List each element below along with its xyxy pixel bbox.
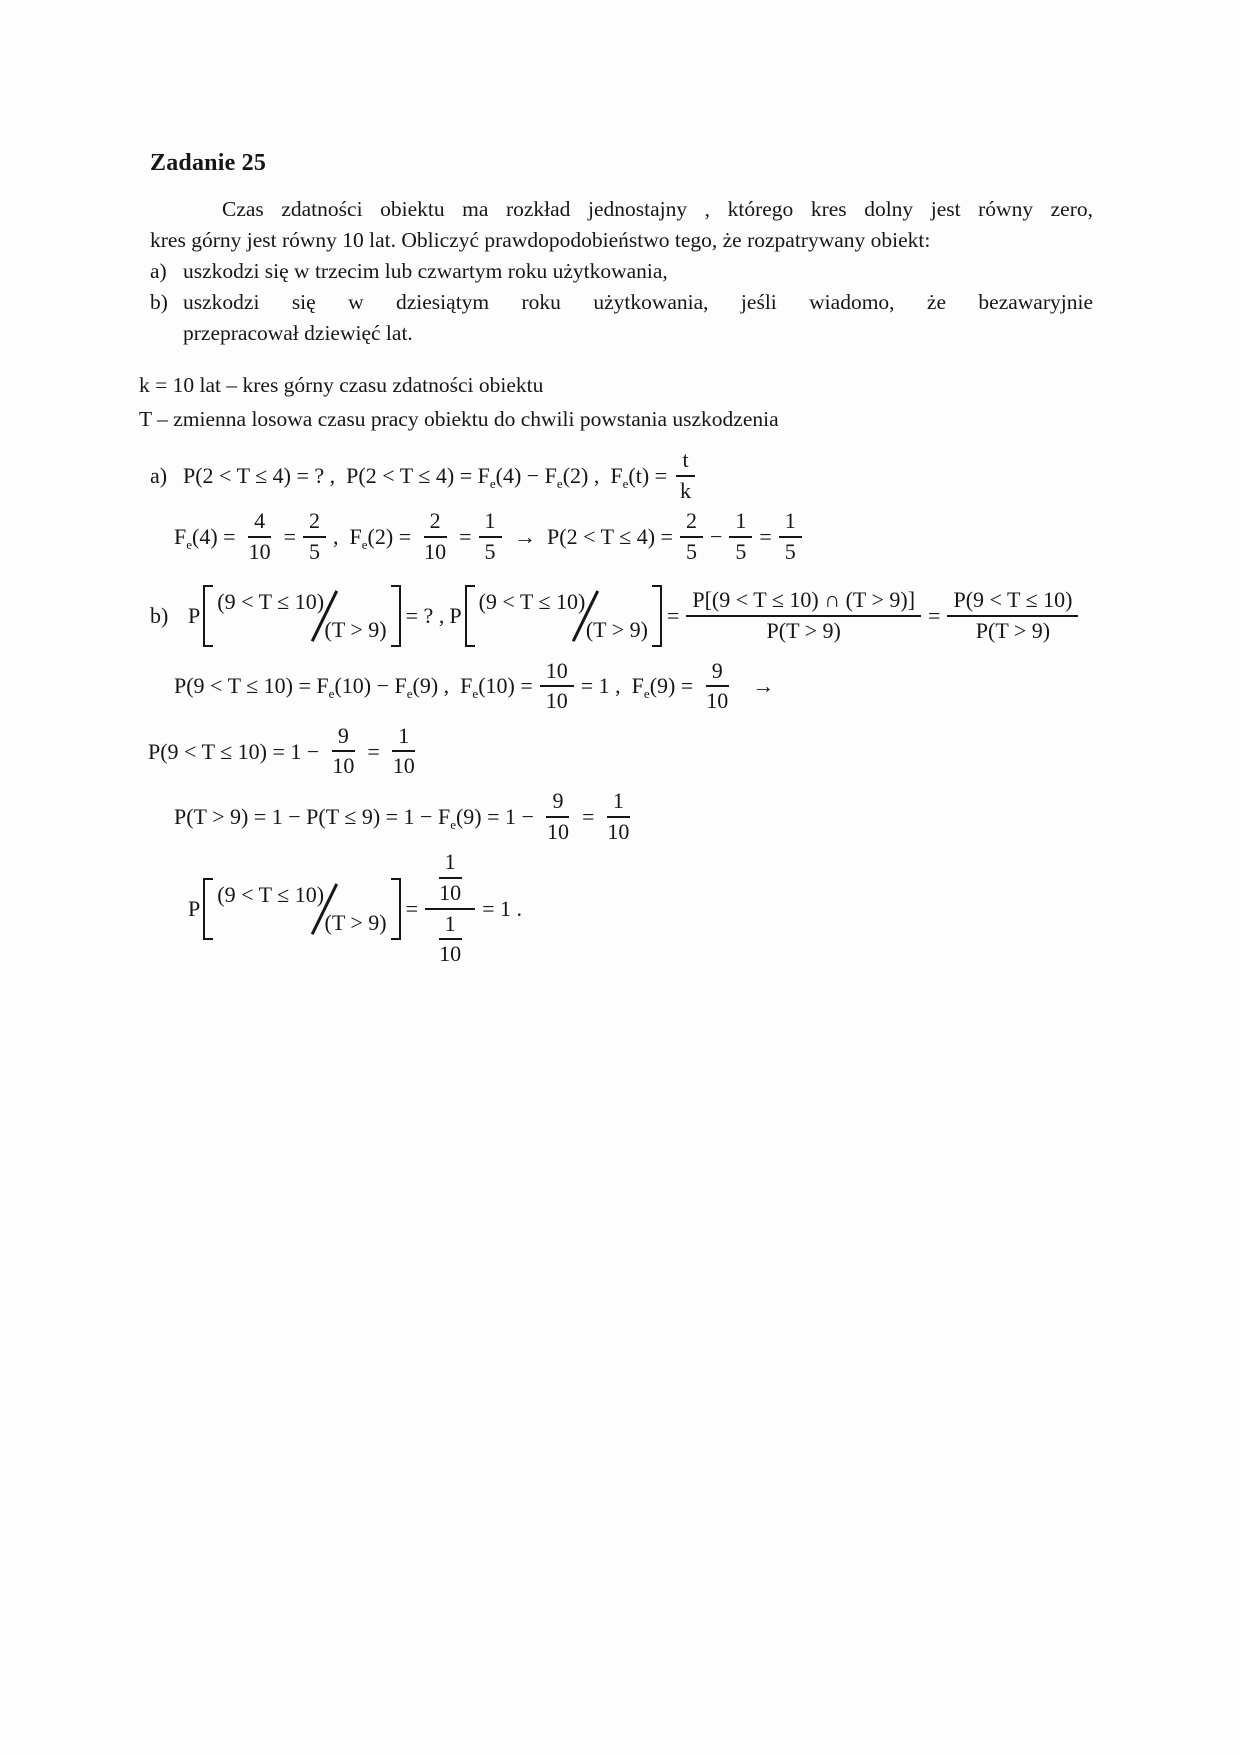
- text-run: 10: [392, 753, 415, 779]
- text-run: =: [666, 602, 680, 628]
- math-text: [174, 524, 236, 553]
- text-run: P(2 < T ≤ 4) = ? , P(2 < T ≤ 4) = F: [183, 462, 490, 488]
- list-item-b-line-2: przepracował dziewięć lat.: [183, 321, 413, 345]
- math-text: [710, 524, 722, 549]
- math-text: [482, 896, 522, 921]
- math-text: [509, 524, 673, 549]
- list-item-b: [150, 287, 1093, 349]
- text-run: P: [188, 602, 201, 628]
- text-run: 1: [398, 722, 410, 748]
- fraction-numerator: [546, 789, 569, 818]
- fraction-denominator: [326, 752, 360, 779]
- text-run: P: [449, 602, 462, 628]
- fraction-denominator: [970, 617, 1056, 644]
- formula-line: [150, 585, 1093, 647]
- fraction-numerator: [947, 588, 1078, 617]
- text-run: 2: [309, 508, 321, 534]
- right-bracket: [391, 585, 401, 647]
- cond-inner: [475, 585, 652, 647]
- fraction: [729, 509, 752, 564]
- fraction-numerator: [779, 509, 802, 538]
- text-run: P(9 < T ≤ 10) = F: [174, 673, 329, 699]
- text-run: (4) =: [192, 524, 236, 550]
- fraction: [686, 588, 921, 643]
- cond-numerator: [217, 589, 324, 614]
- fraction-denominator: [540, 687, 574, 714]
- conditional-probability: [188, 585, 401, 647]
- fraction: [303, 509, 326, 564]
- formula-line: [174, 659, 1093, 714]
- conditional-probability: [188, 878, 401, 940]
- text-run: F: [174, 524, 187, 550]
- definitions: [139, 368, 1093, 436]
- formula-block: [150, 448, 1093, 967]
- text-run: P[(9 < T ≤ 10) ∩ (T > 9)]: [692, 586, 916, 612]
- text-run: P: [188, 895, 201, 921]
- fraction: [326, 724, 360, 779]
- definition-k: k = 10 lat – kres górny czasu zdatności obiektu: [139, 373, 544, 397]
- fraction-numerator: [680, 509, 703, 538]
- text-run: 9: [552, 788, 564, 813]
- text-run: a): [150, 462, 168, 488]
- fraction-denominator: [674, 477, 697, 504]
- math-text: [406, 603, 445, 628]
- text-run: (9) =: [649, 673, 694, 699]
- fraction: [433, 850, 467, 905]
- formula-line: [174, 509, 1093, 564]
- text-run: P(T > 9): [766, 617, 841, 643]
- text-run: (t) =: [628, 462, 668, 488]
- text-run: 1: [484, 508, 496, 534]
- fraction: [387, 724, 421, 779]
- fraction-numerator: [439, 850, 462, 879]
- text-run: 10: [545, 688, 568, 714]
- subscript: e: [643, 686, 650, 702]
- fraction: [425, 850, 475, 967]
- fraction-denominator: [541, 818, 575, 845]
- text-run: t: [682, 447, 689, 472]
- fraction-denominator: [433, 879, 467, 906]
- list-item-a-label: a): [150, 259, 167, 283]
- text-run: , F: [333, 524, 362, 550]
- fraction-numerator: [392, 724, 415, 753]
- list-item-a-text: [183, 256, 1093, 287]
- text-run: =: [581, 803, 595, 829]
- text-run: 9: [711, 657, 723, 683]
- text-run: 1: [444, 910, 456, 936]
- text-run: (2) =: [367, 524, 412, 550]
- math-text: [667, 603, 679, 628]
- subscript: e: [556, 475, 563, 491]
- fraction-denominator: [387, 752, 421, 779]
- math-text: [148, 739, 319, 764]
- math-text: [174, 673, 533, 702]
- text-run: → P(2 < T ≤ 4) =: [508, 524, 673, 550]
- fraction-numerator: [540, 659, 574, 688]
- text-run: 1: [444, 849, 456, 875]
- intro-line-1: Czas zdatności obiektu ma rozkład jednostajny , którego kres dolny jest równy zero,: [222, 197, 1093, 221]
- math-text: [459, 524, 471, 549]
- right-bracket: [391, 878, 401, 940]
- fraction-numerator: [424, 509, 447, 538]
- fraction: [418, 509, 452, 564]
- text-run: 10: [706, 688, 729, 714]
- text-run: (T > 9): [324, 616, 387, 642]
- definition-T: T – zmienna losowa czasu pracy obiektu do chwili powstania uszkodzenia: [139, 407, 779, 431]
- text-run: = 1 .: [482, 895, 522, 921]
- subscript: e: [472, 686, 479, 702]
- text-run: (10) =: [478, 673, 533, 699]
- text-run: =: [283, 524, 297, 550]
- fraction: [243, 509, 277, 564]
- subscript: e: [361, 537, 368, 553]
- formula-line: [174, 789, 1093, 844]
- intro-line-2: kres górny jest równy 10 lat. Obliczyć prawdopodobieństwo tego, że rozpatrywany obiekt:: [150, 228, 931, 252]
- fraction-numerator: [676, 448, 694, 477]
- fraction-numerator: [686, 588, 921, 617]
- math-text: [183, 462, 668, 491]
- text-run: 10: [439, 941, 462, 967]
- cond-denominator: [325, 910, 387, 935]
- text-run: (10) − F: [334, 673, 407, 699]
- text-run: 9: [337, 722, 349, 748]
- probability-symbol: [449, 603, 461, 628]
- cond-inner: [213, 878, 390, 940]
- fraction-numerator: [607, 789, 630, 818]
- list-item-b-line-1: uszkodzi się w dziesiątym roku użytkowania, jeśli wiadomo, że bezawaryjnie: [183, 290, 1093, 314]
- text-run: (9 < T ≤ 10): [217, 588, 325, 614]
- text-run: =: [405, 895, 419, 921]
- cond-numerator: [479, 589, 586, 614]
- fraction-denominator: [418, 538, 452, 565]
- fraction-denominator: [700, 687, 734, 714]
- math-text: [174, 803, 534, 832]
- fraction: [540, 659, 574, 714]
- fraction-denominator: [425, 910, 475, 967]
- fraction-denominator: [779, 538, 802, 565]
- text-run: 1: [735, 508, 747, 534]
- list-item-b-text: [183, 287, 1093, 349]
- fraction-numerator: [439, 912, 462, 941]
- probability-symbol: [188, 603, 200, 628]
- text-run: = 1 , F: [580, 673, 644, 699]
- text-run: 5: [784, 538, 796, 564]
- text-run: 1: [784, 508, 796, 534]
- text-run: (T > 9): [324, 909, 387, 935]
- math-text: [928, 603, 940, 628]
- fraction-denominator: [479, 538, 502, 565]
- fraction-numerator: [425, 850, 475, 909]
- subscript: e: [450, 816, 456, 832]
- conditional-probability: [449, 585, 662, 647]
- formula-item-label: [150, 603, 183, 628]
- text-run: P(9 < T ≤ 10): [953, 586, 1073, 612]
- fraction: [479, 509, 502, 564]
- fraction-numerator: [303, 509, 326, 538]
- text-run: 2: [429, 508, 441, 534]
- fraction-numerator: [479, 509, 502, 538]
- probability-symbol: [188, 896, 200, 921]
- text-run: 10: [248, 538, 271, 564]
- fraction-denominator: [601, 818, 635, 845]
- fraction-numerator: [706, 659, 729, 688]
- fraction-denominator: [433, 940, 467, 967]
- cond-denominator: [586, 617, 648, 642]
- fraction-denominator: [243, 538, 277, 565]
- text-run: (9 < T ≤ 10): [478, 588, 586, 614]
- text-run: (4) − F: [495, 462, 557, 488]
- fraction-denominator: [303, 538, 326, 565]
- math-text: [284, 524, 296, 549]
- formula-item-label: [150, 463, 183, 488]
- list-item-a-line: uszkodzi się w trzecim lub czwartym roku użytkowania,: [183, 259, 668, 283]
- fraction: [680, 509, 703, 564]
- text-run: 5: [484, 538, 496, 564]
- fraction-numerator: [248, 509, 271, 538]
- text-run: 5: [309, 538, 321, 564]
- subscript: e: [489, 475, 496, 491]
- subscript: e: [328, 686, 335, 702]
- left-bracket: [203, 585, 213, 647]
- fraction: [674, 448, 697, 503]
- math-text: [367, 739, 379, 764]
- text-run: 5: [685, 538, 697, 564]
- fraction-denominator: [729, 538, 752, 565]
- text-run: 10: [332, 753, 355, 779]
- math-text: [582, 804, 594, 829]
- text-run: =: [367, 738, 380, 764]
- text-run: 4: [254, 508, 266, 534]
- right-bracket: [652, 585, 662, 647]
- text-run: 5: [735, 538, 747, 564]
- text-run: P(9 < T ≤ 10) = 1 −: [148, 738, 320, 764]
- text-run: 10: [424, 538, 447, 564]
- text-run: = ? ,: [405, 602, 445, 628]
- math-text: [406, 896, 418, 921]
- list-item-a: [150, 256, 1093, 287]
- fraction-numerator: [332, 724, 355, 753]
- list-item-b-label: b): [150, 290, 168, 314]
- text-run: =: [928, 602, 941, 628]
- formula-line: [148, 724, 1093, 779]
- left-bracket: [465, 585, 475, 647]
- math-text: [580, 673, 694, 702]
- fraction-denominator: [680, 538, 703, 565]
- fraction: [541, 789, 575, 844]
- text-run: b): [150, 602, 169, 628]
- exercise-title: Zadanie 25: [150, 150, 267, 176]
- cond-numerator: [217, 882, 324, 907]
- text-run: 10: [607, 818, 630, 844]
- text-run: 10: [546, 818, 569, 844]
- math-text: [741, 673, 774, 698]
- text-run: 1: [612, 788, 624, 813]
- fraction: [779, 509, 802, 564]
- text-run: 10: [545, 657, 568, 683]
- text-run: P(T > 9) = 1 − P(T ≤ 9) = 1 − F: [174, 803, 451, 829]
- text-run: k: [680, 477, 692, 503]
- subscript: e: [622, 475, 629, 491]
- text-run: =: [759, 524, 772, 550]
- formula-line: [150, 448, 1093, 503]
- fraction: [947, 588, 1078, 643]
- text-run: 2: [685, 508, 697, 534]
- text-run: (9 < T ≤ 10): [217, 881, 325, 907]
- text-run: −: [709, 524, 723, 550]
- text-run: (9) = 1 −: [455, 803, 534, 829]
- text-run: 10: [439, 879, 462, 905]
- fraction: [700, 659, 734, 714]
- fraction-numerator: [729, 509, 752, 538]
- text-run: →: [741, 673, 775, 699]
- text-run: (T > 9): [585, 616, 648, 642]
- left-bracket: [203, 878, 213, 940]
- text-run: P(T > 9): [975, 617, 1051, 643]
- cond-inner: [213, 585, 390, 647]
- formula-line: [183, 850, 1093, 967]
- cond-denominator: [325, 617, 387, 642]
- text-run: =: [459, 524, 472, 550]
- subscript: e: [406, 686, 413, 702]
- fraction: [601, 789, 635, 844]
- fraction: [433, 912, 467, 967]
- fraction-denominator: [761, 617, 847, 644]
- math-text: [333, 524, 412, 553]
- text-run: (9) , F: [412, 673, 473, 699]
- math-text: [759, 524, 771, 549]
- text-run: (2) , F: [562, 462, 623, 488]
- subscript: e: [186, 537, 193, 553]
